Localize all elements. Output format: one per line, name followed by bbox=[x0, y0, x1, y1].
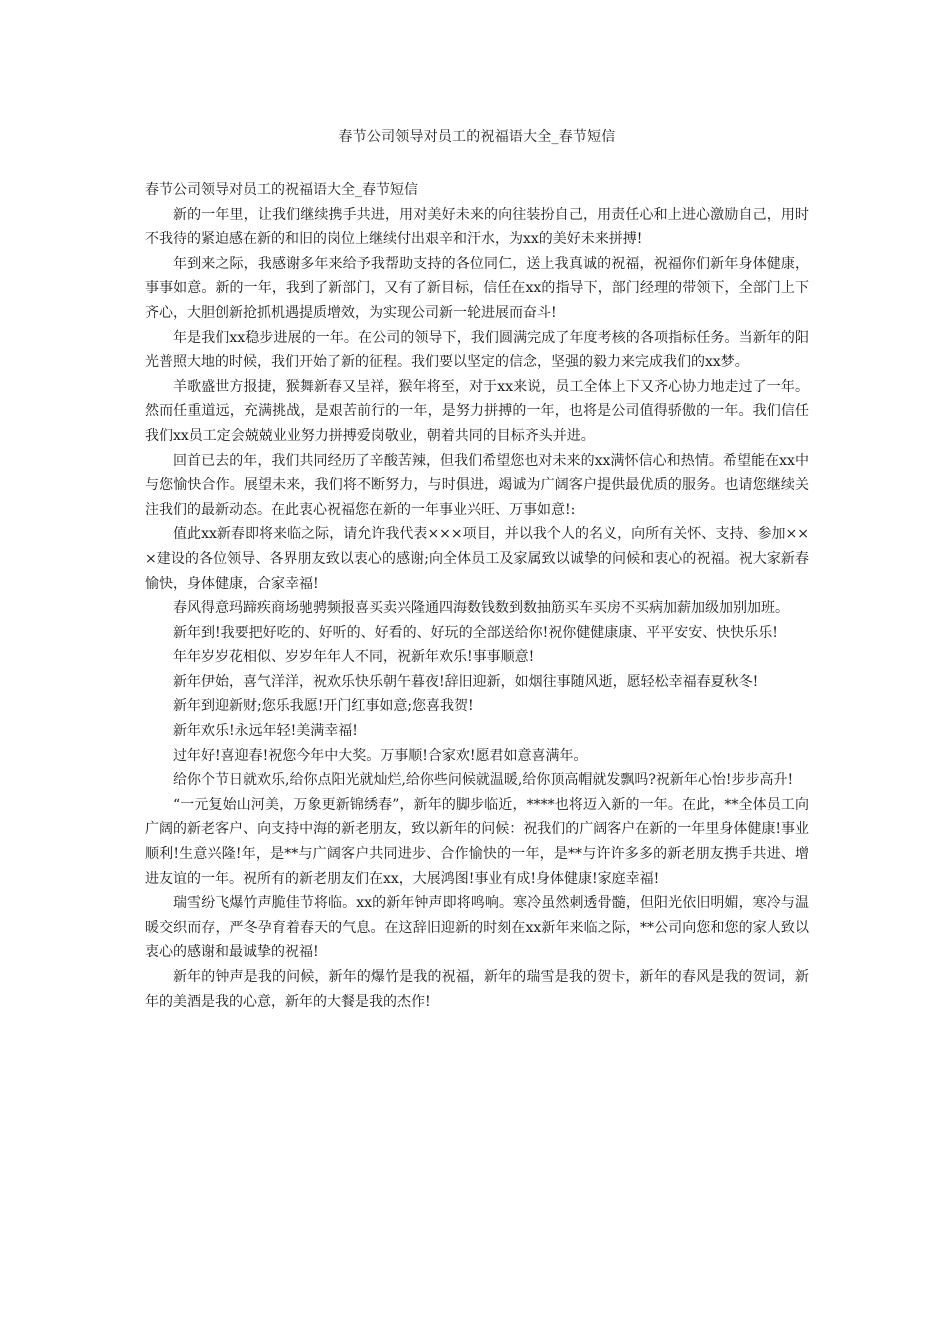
paragraph: 春风得意玛蹄疾商场驰骋频报喜买卖兴隆通四海数钱数到数抽筋买车买房不买病加薪加级加别加班。 bbox=[173, 600, 789, 617]
paragraph: 年是我们xx稳步进展的一年。在公司的领导下，我们圆满完成了年度考核的各项指标任务。当新年的阳光普照大地的时候，我们开始了新的征程。我们要以坚定的信念，坚强的毅力来完成我们的xx梦。 bbox=[145, 329, 809, 371]
document-subtitle: 春节公司领导对员工的祝福语大全_春节短信 bbox=[145, 182, 418, 198]
paragraph: 新年到!我要把好吃的、好听的、好看的、好玩的全部送给你!祝你健健康康、平平安安、快快乐乐! bbox=[173, 624, 778, 641]
paragraph: 过年好!喜迎春!祝您今年中大奖。万事顺!合家欢!愿君如意喜满年。 bbox=[173, 747, 588, 764]
paragraph: 新年伊始，喜气洋洋，祝欢乐快乐朝午暮夜!辞旧迎新，如烟往事随风逝，愿轻松幸福春夏秋冬! bbox=[173, 673, 759, 690]
paragraph: 值此xx新春即将来临之际，请允许我代表×××项目，并以我个人的名义，向所有关怀、支持、参加×××建设的各位领导、各界朋友致以衷心的感谢;向全体员工及家属致以诚挚的问候和衷心的祝福。祝大家新春愉快，身体健康，合家幸福! bbox=[145, 526, 809, 592]
document-title: 春节公司领导对员工的祝福语大全_春节短信 bbox=[338, 129, 616, 145]
paragraph: 新的一年里，让我们继续携手共进，用对美好未来的向往装扮自己，用责任心和上进心激励自己，用时不我待的紧迫感在新的和旧的岗位上继续付出艰辛和汗水，为xx的美好未来拼搏! bbox=[145, 206, 809, 248]
paragraph: 新年到迎新财;您乐我愿!开门红事如意;您喜我贺! bbox=[173, 698, 474, 715]
paragraph: 给你个节日就欢乐,给你点阳光就灿烂,给你些问候就温暖,给你顶高帽就发飘吗?祝新年心怡!步步高升! bbox=[173, 772, 794, 789]
paragraph: 羊歌盛世方报捷，猴舞新春又呈祥，猴年将至，对于xx来说，员工全体上下又齐心协力地走过了一年。然而任重道远，充满挑战，是艰苦前行的一年，是努力拼搏的一年，也将是公司值得骄傲的一年。我们信任我们xx员工定会兢兢业业努力拼搏爱岗敬业，朝着共同的目标齐头并进。 bbox=[145, 378, 809, 444]
paragraph: 新年的钟声是我的问候，新年的爆竹是我的祝福，新年的瑞雪是我的贺卡，新年的春风是我的贺词，新年的美酒是我的心意，新年的大餐是我的杰作! bbox=[145, 969, 809, 1010]
paragraph: “一元复始山河美，万象更新锦绣春”，新年的脚步临近，****也将迈入新的一年。在此，**全体员工向广阔的新老客户、向支持中海的新老朋友，致以新年的问候：祝我们的广阔客户在新的一年里身体健康!事业顺利!生意兴隆!年，是**与广阔客户共同进步、合作愉快的一年，是**与许许多多的新老朋友携手共进、增进友谊的一年。祝所有的新老朋友们在xx，大展鸿图!事业有成!身体健康!家庭幸福! bbox=[145, 796, 809, 887]
paragraph: 年年岁岁花相似、岁岁年年人不同，祝新年欢乐!事事顺意! bbox=[173, 649, 535, 666]
document-body bbox=[145, 203, 809, 1015]
document-page bbox=[145, 0, 809, 1014]
paragraph: 年到来之际，我感谢多年来给予我帮助支持的各位同仁，送上我真诚的祝福，祝福你们新年身体健康，事事如意。新的一年，我到了新部门，又有了新目标，信任在xx的指导下，部门经理的带领下，全部门上下齐心，大胆创新抢抓机遇提质增效，为实现公司新一轮进展而奋斗! bbox=[145, 255, 809, 321]
paragraph: 瑞雪纷飞爆竹声脆佳节将临。xx的新年钟声即将鸣响。寒冷虽然刺透骨髓，但阳光依旧明媚，寒冷与温暖交织而存，严冬孕育着春天的气息。在这辞旧迎新的时刻在xx新年来临之际，**公司向您和您的家人致以衷心的感谢和最诚挚的祝福! bbox=[145, 895, 809, 961]
paragraph: 回首已去的年，我们共同经历了辛酸苦辣，但我们希望您也对未来的xx满怀信心和热情。希望能在xx中与您愉快合作。展望未来，我们将不断努力，与时俱进，竭诚为广阔客户提供最优质的服务。也请您继续关注我们的最新动态。在此衷心祝福您在新的一年事业兴旺、万事如意!: bbox=[145, 452, 809, 518]
paragraph: 新年欢乐!永远年轻!美满幸福! bbox=[173, 723, 358, 740]
